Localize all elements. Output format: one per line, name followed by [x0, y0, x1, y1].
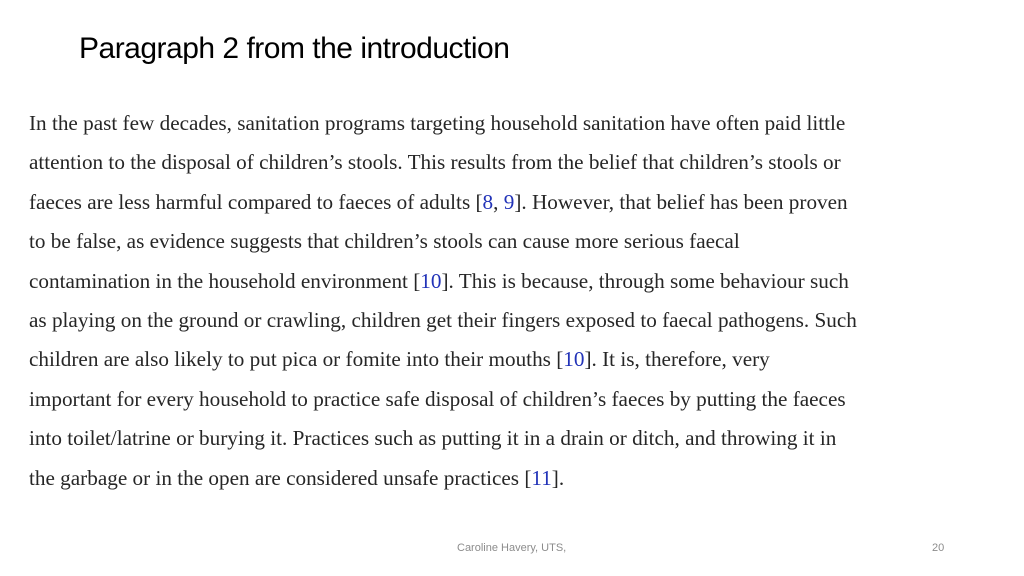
text-run: children are also likely to put pica or fomite into their mouths [ — [29, 347, 564, 372]
citation-link-11[interactable]: 11 — [531, 465, 552, 490]
text-run: as playing on the ground or crawling, children get their fingers exposed to faecal pathogens. Such — [29, 308, 857, 333]
text-run: ]. — [551, 465, 565, 490]
paragraph-line — [29, 183, 959, 222]
text-run: into toilet/latrine or burying it. Practices such as putting it in a drain or ditch, and throwing it in — [29, 426, 837, 451]
text-run: ]. It is, therefore, very — [584, 347, 770, 372]
paragraph-line — [29, 380, 959, 419]
body-paragraph — [29, 104, 959, 498]
paragraph-line — [29, 222, 959, 261]
footer-author: Caroline Havery, UTS, — [457, 542, 567, 554]
text-run: ]. However, that belief has been proven — [514, 189, 848, 214]
citation-link-8[interactable]: 8 — [482, 189, 494, 214]
paragraph-line — [29, 262, 959, 301]
text-run: the garbage or in the open are considered unsafe practices [ — [29, 465, 532, 490]
paragraph-line — [29, 104, 959, 143]
text-run: to be false, as evidence suggests that children’s stools can cause more serious faecal — [29, 229, 740, 254]
citation-link-9[interactable]: 9 — [503, 189, 515, 214]
citation-link-10[interactable]: 10 — [563, 347, 585, 372]
paragraph-line — [29, 459, 959, 498]
paragraph-line — [29, 143, 959, 182]
slide-title: Paragraph 2 from the introduction — [79, 32, 510, 65]
text-run: attention to the disposal of children’s stools. This results from the belief that children’s stools or — [29, 150, 841, 175]
paragraph-line — [29, 419, 959, 458]
citation-link-10[interactable]: 10 — [420, 268, 442, 293]
text-run: contamination in the household environment [ — [29, 268, 421, 293]
paragraph-line — [29, 340, 959, 379]
text-run: , — [493, 189, 504, 214]
text-run: important for every household to practice safe disposal of children’s faeces by putting the faeces — [29, 386, 846, 411]
text-run: In the past few decades, sanitation programs targeting household sanitation have often paid little — [29, 111, 846, 135]
text-run: faeces are less harmful compared to faeces of adults [ — [29, 189, 483, 214]
page-number: 20 — [932, 542, 945, 554]
text-run: ]. This is because, through some behaviour such — [441, 268, 849, 293]
paragraph-line — [29, 301, 959, 340]
